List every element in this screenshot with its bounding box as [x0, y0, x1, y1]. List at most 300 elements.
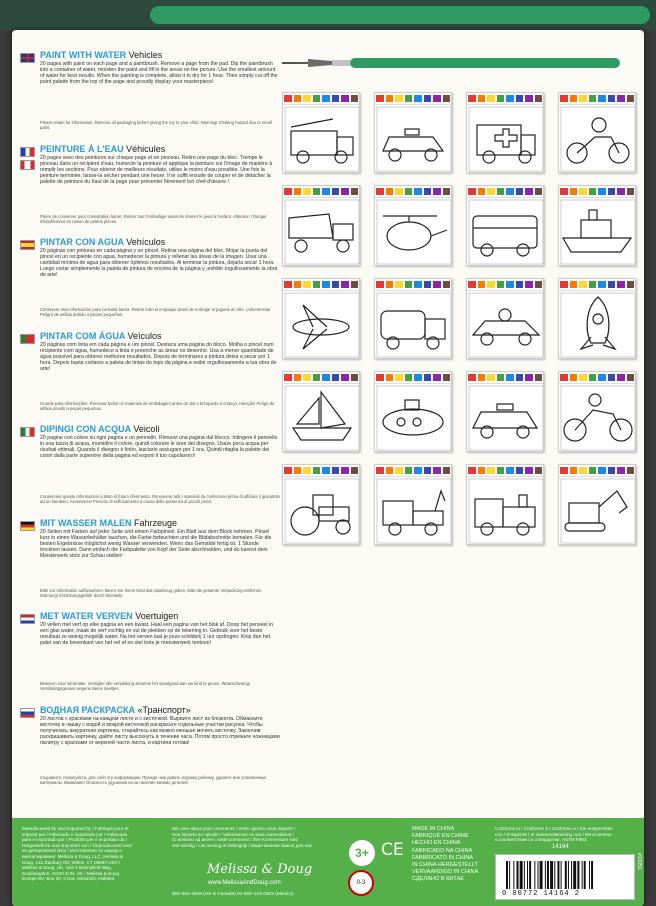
paint-swatch	[627, 95, 635, 102]
dump-truck-icon	[283, 198, 360, 266]
paint-swatch	[497, 188, 505, 195]
paint-swatch	[535, 281, 543, 288]
paint-swatch	[294, 467, 302, 474]
language-title-sub: Fahrzeuge	[134, 517, 178, 528]
paint-swatch	[525, 188, 533, 195]
language-title-sub: Vehicles	[128, 50, 163, 60]
paint-palette	[283, 279, 359, 291]
paint-swatch	[516, 95, 524, 102]
language-title-main: PAINT WITH WATER	[40, 50, 127, 60]
paint-swatch	[598, 95, 606, 102]
language-instructions: 20 листов с красками на каждом листе и с кисточкой. Вырвите лист из блокнота. Обмакните кисточку в чашку с водой и мокрой кисточкой раскрасьте отдельные участки рисунка. Чтобы получилась аккуратная картинка, старайтесь как можно меньше мочить кисточку. Закончив раскрашивать картинку, дайте листу высохнуть в течение часа. Потом просто отрежьте ножницами палитру с красками от верхней части листа, и картина готова!	[40, 715, 280, 746]
rocket-icon	[559, 291, 636, 359]
paint-swatch	[395, 188, 403, 195]
paint-swatch	[468, 188, 476, 195]
comments-info	[172, 826, 332, 848]
language-title	[40, 611, 280, 622]
paint-swatch	[303, 188, 311, 195]
package-top-edge	[0, 0, 656, 30]
paint-swatch	[468, 374, 476, 381]
flag-ca-icon	[20, 160, 35, 170]
paint-palette	[283, 186, 359, 198]
dirt-bike-icon	[559, 384, 636, 452]
ce-mark-icon: CE	[381, 840, 404, 860]
paint-swatch	[627, 281, 635, 288]
footer-line: en geïmporteerd door / Изготовлено по заказу и	[22, 848, 122, 854]
paint-swatch	[284, 374, 292, 381]
paint-swatch	[525, 281, 533, 288]
language-title-main: DIPINGI CON ACQUA	[40, 424, 131, 434]
flag-ru-icon	[20, 708, 35, 718]
paint-palette	[559, 279, 635, 291]
paint-swatch	[560, 95, 568, 102]
paint-swatch	[497, 95, 505, 102]
paint-swatch	[424, 281, 432, 288]
paint-swatch	[376, 95, 384, 102]
race-car-icon	[467, 291, 544, 359]
language-block	[20, 331, 280, 425]
paint-swatch	[608, 188, 616, 195]
paint-swatch	[560, 467, 568, 474]
paint-swatch	[487, 467, 495, 474]
paint-swatch	[478, 281, 486, 288]
paint-swatch	[598, 188, 606, 195]
fire-truck-icon	[283, 105, 360, 173]
paint-swatch	[579, 95, 587, 102]
paint-swatch	[322, 374, 330, 381]
paint-swatch	[478, 374, 486, 381]
paint-swatch	[386, 374, 394, 381]
language-warning: Conservare queste informazioni a titolo di futuro riferimento. Rimuovere tutti i materiali da confezione prima di affidare il giocattolo ad un bambino. Avvertenza! Pericolo di soffocamento a causa della presenza di piccoli pezzi.	[40, 494, 280, 504]
footer-line: в соответствии со стандартом: ASTM F963	[495, 837, 587, 843]
paint-swatch	[424, 374, 432, 381]
train-icon	[467, 477, 544, 545]
paint-swatch	[468, 281, 476, 288]
paint-swatch	[608, 95, 616, 102]
coloring-page-sailboat	[282, 371, 360, 452]
paint-swatch	[395, 467, 403, 474]
paint-swatch	[443, 188, 451, 195]
phone-numbers: 800-284-3948 (US & Canada) 01-800-123-0402 (México)	[172, 892, 294, 897]
paint-swatch	[560, 188, 568, 195]
brand-logo: Melissa & Doug	[207, 862, 313, 877]
paint-swatch	[322, 188, 330, 195]
paint-swatch	[303, 374, 311, 381]
paint-swatch	[535, 188, 543, 195]
paint-swatch	[414, 467, 422, 474]
paint-swatch	[506, 95, 514, 102]
paint-swatch	[617, 374, 625, 381]
language-block	[20, 424, 280, 518]
flag-nl-icon	[20, 614, 35, 624]
paint-swatch	[322, 281, 330, 288]
paint-swatch	[535, 374, 543, 381]
paint-swatch	[313, 95, 321, 102]
barcode-digits: 0 00772 14164 2	[502, 890, 581, 898]
coloring-page-ambulance	[466, 92, 544, 173]
manufacturer-info	[22, 826, 162, 882]
paint-palette	[283, 465, 359, 477]
paint-swatch	[294, 374, 302, 381]
language-title-main: MET WATER VERVEN	[40, 611, 133, 621]
footer-line: VERVAARDIGD IN CHINA	[412, 869, 479, 876]
paint-swatch	[487, 374, 495, 381]
language-title-sub: Voertuigen	[135, 611, 179, 621]
language-instructions: 20 vellen met verf op elke pagina en een kwast. Haal een pagina van het blok af. Doop het penseel in een glas water, maak de verf vochtig en vul de plekken op de tekening in. Gebruik voor het beste resultaat zo weinig mogelijk water. Na het verven laat je jouw schilderij 1 uur opdrogen. Knip dan het palet van de bovenkant van het vel af en stel trots je meesterwerk tentoon!	[40, 622, 274, 647]
paint-swatch	[284, 188, 292, 195]
digger-icon	[559, 477, 636, 545]
tow-truck-icon	[375, 477, 452, 545]
paint-swatch	[405, 95, 413, 102]
paint-palette	[375, 465, 451, 477]
paint-swatch	[341, 281, 349, 288]
paint-swatch	[376, 374, 384, 381]
paint-swatch	[608, 281, 616, 288]
paint-swatch	[506, 281, 514, 288]
paint-swatch	[376, 467, 384, 474]
paint-swatch	[617, 467, 625, 474]
flag-de-icon	[20, 521, 35, 531]
language-warning: Guarde para informações. Remover todos os materiais de embalagem antes de dar o brinquedo à criança. Atenção! Perigo de asfixia devido a peças pequenas.	[40, 400, 275, 411]
paint-swatch	[516, 374, 524, 381]
paint-swatch	[478, 467, 486, 474]
coloring-page-fire-truck	[282, 92, 360, 173]
language-title	[40, 705, 280, 716]
paint-swatch	[497, 281, 505, 288]
footer-line: Manufactured for and imported by / Fabriqué pour et	[22, 826, 129, 831]
paint-swatch	[303, 467, 311, 474]
language-title-main: PEINTURE À L'EAU	[40, 143, 124, 154]
paint-palette	[559, 93, 635, 105]
taxi-icon	[467, 384, 544, 452]
language-warning: Bewaren voor informatie. Verwijder alle verpakking alvorens het speelgoed aan uw kind te geven. Waarschuwing! Verstikkingsgevaar wegens kleine deeltjes.	[40, 681, 251, 691]
paint-swatch	[608, 467, 616, 474]
instructions-column	[20, 50, 280, 798]
paint-swatch	[617, 281, 625, 288]
paint-swatch	[560, 374, 568, 381]
airplane-icon	[283, 291, 360, 359]
paint-swatch	[386, 95, 394, 102]
footer-line: Ci teniamo ad avere i vostri commenti / Ihre Kommentare sind	[172, 837, 298, 843]
paint-swatch	[525, 374, 533, 381]
side-code: #13051	[636, 853, 642, 870]
paint-swatch	[617, 188, 625, 195]
language-title-main: MIT WASSER MALEN	[40, 517, 132, 528]
footer-line: импортировано: Melissa & Doug, LLC, Melissa &	[22, 853, 124, 859]
footer-line: We care about your comments / Votre opinion nous importe /	[172, 826, 296, 831]
paint-swatch	[322, 467, 330, 474]
motorcycle-icon	[559, 105, 636, 173]
language-title	[40, 50, 280, 61]
paint-swatch	[443, 374, 451, 381]
paint-palette	[375, 93, 451, 105]
footer-line: FABRIQUÉ EN CHINE	[412, 833, 469, 840]
language-block	[20, 144, 280, 238]
made-in-list	[412, 826, 482, 884]
paint-swatch	[376, 188, 384, 195]
product-back-panel	[12, 30, 644, 906]
coloring-page-submarine	[374, 371, 452, 452]
paint-swatch	[294, 188, 302, 195]
paint-palette	[467, 465, 543, 477]
paint-swatch	[608, 374, 616, 381]
paint-swatch	[386, 281, 394, 288]
barcode-icon	[506, 861, 626, 891]
paint-swatch	[525, 95, 533, 102]
paint-swatch	[332, 188, 340, 195]
footer-line: Southampton, SO30 2UN, UK / Melissa & Doug	[22, 870, 120, 876]
coloring-page-race-car	[466, 278, 544, 359]
footer-panel	[12, 818, 644, 906]
paint-swatch	[579, 188, 587, 195]
paint-swatch	[570, 281, 578, 288]
paint-swatch	[405, 374, 413, 381]
footer-line: Conforms to / Conforme à / Conforme a / Sie entsprechen	[495, 826, 613, 831]
language-title-sub: Veicoli	[133, 424, 160, 434]
paint-swatch	[313, 374, 321, 381]
paint-swatch	[443, 467, 451, 474]
paint-swatch	[627, 188, 635, 195]
paint-swatch	[627, 374, 635, 381]
paint-swatch	[468, 95, 476, 102]
paint-swatch	[405, 188, 413, 195]
footer-line: Doug, 141 Danbury Rd, Wilton, CT 06897 USA /	[22, 859, 120, 865]
paint-palette	[283, 372, 359, 384]
language-title	[40, 144, 280, 155]
paint-swatch	[535, 467, 543, 474]
footer-line: FABRICADO NA CHINA	[412, 847, 473, 854]
paint-palette	[467, 279, 543, 291]
paint-palette	[375, 372, 451, 384]
footer-line: uns wichtig / Uw mening is belangrijk / Ваше мнение важно для нас	[172, 842, 313, 848]
paint-swatch	[525, 467, 533, 474]
paint-swatch	[570, 467, 578, 474]
flag-fr-icon	[20, 147, 35, 157]
tractor-icon	[283, 477, 360, 545]
paint-swatch	[589, 281, 597, 288]
language-block	[20, 237, 280, 331]
paint-palette	[467, 372, 543, 384]
coloring-page-airplane	[282, 278, 360, 359]
language-instructions: 20 pagine con colore su ogni pagina e un pennello. Rimuovi una pagina dal blocco. Intingere il pennello in una tazza di acqua, inumidire il colore, quindi colorare le aree del disegno. Usare poca acqua per risultati ottimali. Quando il disegno è finito, lasciarlo asciugare per 1 ora. Quindi ritaglia la palette dei colori dalla parte superiore della pagina ed esponi il tuo capolavoro!	[40, 435, 278, 460]
language-title	[40, 518, 280, 529]
paint-swatch	[332, 467, 340, 474]
barcode	[495, 854, 635, 900]
paint-swatch	[535, 95, 543, 102]
paint-swatch	[579, 467, 587, 474]
website-link[interactable]: www.MelissaAndDoug.com	[208, 880, 281, 886]
paint-swatch	[414, 374, 422, 381]
language-warning: Prière de conserver pour consultation future. Retirer tout l'emballage avant de donner le jouet à l'enfant. Attention ! Danger d'étouffement en raison de petites pièces.	[40, 213, 267, 224]
paint-swatch	[351, 467, 359, 474]
paint-swatch	[433, 281, 441, 288]
paint-swatch	[589, 467, 597, 474]
flag-uk-icon	[20, 53, 35, 63]
language-title-main: PINTAR CON AGUA	[40, 237, 124, 247]
paint-swatch	[433, 467, 441, 474]
paint-swatch	[570, 188, 578, 195]
language-title-sub: «Транспорт»	[137, 704, 191, 715]
paint-swatch	[424, 188, 432, 195]
language-instructions: 20 páginas com tinta em cada página e um pincel. Destaca uma página do bloco. Molha o pincel num recipiente com água, humedece a tinta e preenche as áreas no desenho. Usa a menor quantidade de água possível para obteres melhores resultados. Depois de terminares a pintura deixa a secar por 1 hora. Depois basta cortares a paleta de tintas do topo da página e exibir orgulhosamente a tua obra de arte!	[40, 341, 277, 372]
flag-pt-icon	[20, 334, 35, 344]
footer-line: Nos importa su opinión / Valorizamos os seus comentários /	[172, 831, 294, 837]
language-title	[40, 237, 280, 248]
paint-swatch	[433, 95, 441, 102]
paint-swatch	[617, 95, 625, 102]
sailboat-icon	[283, 384, 360, 452]
footer-line: Hergestellt für und importiert von / Geproduceerd voor	[22, 842, 133, 848]
age-badge: 3+	[349, 840, 375, 866]
language-warning: Сохраните, пожалуйста, для себя эту информацию. Прежде чем давать игрушку ребенку, удалите всю упаковочные материалы. Внимание! Опасность удушения из-за наличия мелких деталей.	[40, 774, 267, 785]
paint-swatch	[433, 188, 441, 195]
ambulance-icon	[467, 105, 544, 173]
paint-swatch	[598, 281, 606, 288]
language-instructions: 20 pages avec des peintures sur chaque page et un pinceau. Retire une page du bloc. Trempe le pinceau dans un récipient d'eau, humecte la peinture et applique la peinture sur l'image de manière à remplir les sections. Pour obtenir de meilleurs résultats, utilise le moins d'eau possible. Une fois la peinture terminée, laisse-la sécher pendant une heure. Il te suffit ensuite de couper et de détacher la palette de peinture du haut de la page pour présenter fièrement ton chef-d'œuvre !	[40, 154, 273, 185]
footer-line: HECHO EN CHINA	[412, 840, 461, 847]
paint-swatch	[341, 95, 349, 102]
paint-swatch	[598, 467, 606, 474]
paint-swatch	[506, 374, 514, 381]
language-title	[40, 424, 280, 435]
footer-line: Melissa & Doug, UK, Unit 2 Bonnyfield Way,	[22, 865, 112, 871]
paint-swatch	[506, 188, 514, 195]
coloring-page-tractor	[282, 464, 360, 545]
footer-line: FABBRICATO IN CHINA	[412, 854, 474, 861]
paint-swatch	[386, 188, 394, 195]
submarine-icon	[375, 384, 452, 452]
paint-palette	[375, 186, 451, 198]
language-title	[40, 331, 280, 342]
coloring-page-dirt-bike	[558, 371, 636, 452]
language-title-sub: Veículos	[127, 330, 162, 341]
language-title-sub: Vehículos	[126, 237, 166, 247]
paint-swatch	[414, 281, 422, 288]
language-instructions: 20 pages with paint on each page and a paintbrush. Remove a page from the pad. Dip the paintbrush into a container of water, moisten the paint and fill in the areas on the picture. Use the smallest amount of water for best results. When the painting is complete, allow it to dry for 1 hour. Then simply cut off the paint palette from the top of the page and proudly display your masterpiece!	[40, 61, 278, 86]
paint-palette	[283, 93, 359, 105]
paint-swatch	[294, 95, 302, 102]
paint-palette	[559, 186, 635, 198]
paint-swatch	[516, 188, 524, 195]
paint-swatch	[570, 95, 578, 102]
helicopter-icon	[375, 198, 452, 266]
age-warning-icon: 0-3	[348, 870, 374, 896]
paint-swatch	[351, 281, 359, 288]
footer-line: importé par / Fabricado e importado por / Fabricado	[22, 831, 128, 837]
paint-swatch	[516, 467, 524, 474]
coloring-page-taxi	[466, 371, 544, 452]
paint-palette	[467, 93, 543, 105]
language-block	[20, 705, 280, 799]
paint-palette	[559, 372, 635, 384]
paint-swatch	[405, 281, 413, 288]
paint-swatch	[478, 95, 486, 102]
item-number: 14164	[552, 844, 569, 850]
coloring-page-train	[466, 464, 544, 545]
ship-icon	[559, 198, 636, 266]
paint-swatch	[341, 467, 349, 474]
paint-swatch	[294, 281, 302, 288]
paint-swatch	[487, 281, 495, 288]
paint-swatch	[579, 374, 587, 381]
footer-line: СДЕЛАНО В КИТАЕ	[412, 876, 465, 883]
paint-swatch	[497, 467, 505, 474]
coloring-page-digger	[558, 464, 636, 545]
language-warning: Conservar esta información para consulta futura. Retirar todo el empaque antes de entregar el juguete al niño. ¡Advertencia! Peligro de asfixia debido a piezas pequeñas.	[40, 307, 271, 317]
language-instructions: 20 páginas con pinturas en cada página y un pincel. Retirar una página del bloc. Mojar la punta del pincel en un recipiente con agua, humedecer la pintura y rellenar las áreas de la imagen. Usar una cantidad mínima de agua para obtener óptimos resultados. Al terminar la pintura, dejarla secar 1 hora. Luego cortar simplemente la paleta de pintura de encima de la página y ¡exhibir orgullosamente la obra de arte!	[40, 248, 278, 279]
coloring-page-dump-truck	[282, 185, 360, 266]
paint-swatch	[313, 281, 321, 288]
language-instructions: 20 Seiten mit Farben auf jeder Seite und einem Farbpinsel. Ein Blatt aus dem Block nehmen. Pinsel kurz in einen Wasserbehälter tauchen, die Farbe befeuchten und die Bildabschnitte bemalen. Für die besten Ergebnisse möglichst wenig Wasser verwenden. Wenn das Gemälde fertig ist, 1 Stunde trocknen lassen. Dann einfach die Farbpalette von Kopf der Seite abschneiden, und du kannst dein Meisterwerk stolz zur Schau stellen!	[40, 528, 272, 559]
paint-swatch	[433, 374, 441, 381]
language-title-sub: Véhicules	[126, 143, 166, 154]
language-block	[20, 611, 280, 705]
paint-swatch	[414, 188, 422, 195]
coloring-page-motorcycle	[558, 92, 636, 173]
language-block	[20, 50, 280, 144]
coloring-page-ship	[558, 185, 636, 266]
paint-swatch	[405, 467, 413, 474]
paint-swatch	[351, 95, 359, 102]
footer-line: MADE IN CHINA	[412, 826, 455, 832]
paintbrush	[282, 56, 627, 70]
paint-swatch	[589, 95, 597, 102]
paint-swatch	[313, 188, 321, 195]
paint-swatch	[351, 374, 359, 381]
coloring-page-garbage-truck	[374, 278, 452, 359]
paint-swatch	[313, 467, 321, 474]
footer-line: para e importado por / Prodotto per e importato da /	[22, 837, 127, 843]
paint-swatch	[589, 374, 597, 381]
footer-line: Europe BV, Box 20, 5 Cat. Almaroch, Holland	[22, 876, 115, 882]
paint-swatch	[468, 467, 476, 474]
paint-swatch	[424, 95, 432, 102]
language-warning: Bitte zur Information aufbewahren. Bevor Sie Ihrem Kind das Spielzeug geben, bitte die gesamte Verpackung entfernen. Warnung! Erstickungsgefahr durch Kleinteile.	[40, 587, 263, 598]
paint-palette	[467, 186, 543, 198]
paint-swatch	[332, 281, 340, 288]
paintbrush-handle-top	[150, 6, 650, 24]
coloring-page-helicopter	[374, 185, 452, 266]
coloring-page-tow-truck	[374, 464, 452, 545]
language-block	[20, 518, 280, 612]
language-title-main: ВОДНАЯ РАСКРАСКА	[40, 704, 135, 715]
paint-swatch	[424, 467, 432, 474]
paint-swatch	[284, 281, 292, 288]
language-warning: Please retain for information. Remove all packaging before giving the toy to your child. Warning! Choking hazard due to small parts.	[40, 120, 272, 130]
paint-swatch	[589, 188, 597, 195]
coloring-page-police-car	[374, 92, 452, 173]
footer-line: IN CHINA HERGESTELLT	[412, 862, 478, 869]
paint-swatch	[443, 281, 451, 288]
paint-swatch	[598, 374, 606, 381]
paint-palette	[375, 279, 451, 291]
paint-swatch	[570, 374, 578, 381]
bus-icon	[467, 198, 544, 266]
paint-swatch	[414, 95, 422, 102]
paint-swatch	[351, 188, 359, 195]
paint-palette	[559, 465, 635, 477]
paint-swatch	[322, 95, 330, 102]
conformity-info	[495, 826, 635, 843]
paint-swatch	[341, 188, 349, 195]
paint-swatch	[395, 95, 403, 102]
paint-swatch	[487, 95, 495, 102]
footer-line: con / Entspricht / In overeenstemming met / Изготовлено	[495, 831, 612, 837]
paint-swatch	[284, 467, 292, 474]
paint-swatch	[560, 281, 568, 288]
paint-swatch	[487, 188, 495, 195]
paint-swatch	[627, 467, 635, 474]
